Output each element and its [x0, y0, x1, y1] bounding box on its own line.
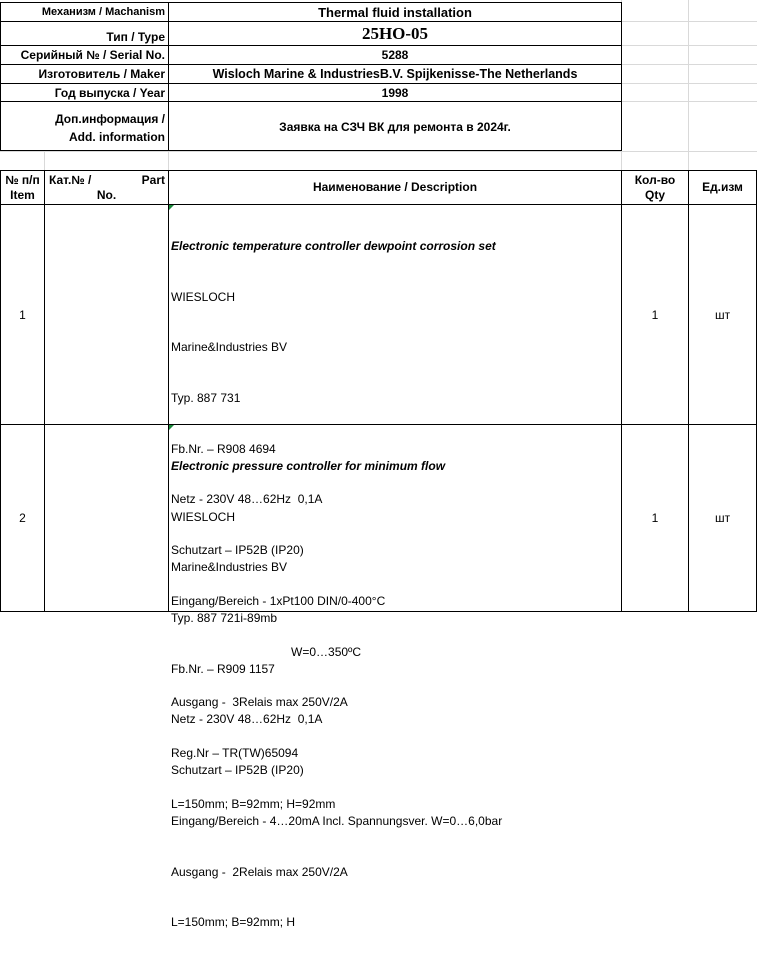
- row-qty: 1: [651, 511, 659, 525]
- description-line: WIESLOCH: [171, 289, 236, 304]
- column-header-qty: [622, 171, 688, 204]
- column-header-part-line1-left: Кат.№ /: [49, 172, 92, 187]
- column-header-part-no: [45, 171, 168, 204]
- description-line: Ausgang - 3Relais max 250V/2A: [171, 695, 348, 710]
- description-line: Ausgang - 2Relais max 250V/2A: [171, 864, 348, 879]
- serial-value: 5288: [381, 48, 409, 62]
- sheet-gridline: [621, 151, 622, 170]
- row-description: [169, 424, 621, 965]
- serial-label: Серийный № / Serial No.: [20, 48, 165, 62]
- column-header-unit: Ед.изм: [702, 180, 743, 194]
- column-header-item: [1, 171, 44, 204]
- description-line: Marine&Industries BV: [171, 340, 288, 355]
- description-line: Netz - 230V 48…62Hz 0,1A: [171, 712, 323, 727]
- column-header-qty-line2: Qty: [644, 187, 665, 202]
- description-line: Reg.Nr – TR(TW)65094: [171, 746, 299, 760]
- maker-label: Изготовитель / Maker: [38, 67, 165, 81]
- type-label: Тип / Type: [106, 29, 165, 44]
- column-header-item-line2: Item: [10, 187, 35, 202]
- sheet-gridline: [0, 151, 757, 152]
- description-line: W=0…350ºC: [171, 644, 362, 659]
- sheet-gridline: [44, 151, 45, 170]
- addinfo-label-line2: Add. information: [69, 130, 165, 144]
- description-line: Netz - 230V 48…62Hz 0,1A: [171, 492, 323, 507]
- sheet-gridline: [168, 151, 169, 170]
- mechanism-label: Механизм / Machanism: [41, 6, 165, 18]
- column-header-item-line1: № п/п: [5, 172, 40, 187]
- column-header-description: Наименование / Description: [312, 180, 478, 194]
- sheet-gridline: [621, 101, 757, 102]
- row-description-title: Electronic temperature controller dewpoint corrosion set: [171, 238, 496, 253]
- row-item-number: 2: [19, 511, 26, 525]
- description-line: Marine&Industries BV: [171, 560, 288, 575]
- row-unit: шт: [714, 307, 731, 322]
- sheet-gridline: [621, 83, 757, 84]
- description-line: Typ. 887 731: [171, 390, 241, 405]
- description-line: Schutzart – IP52B (IP20): [171, 543, 304, 558]
- type-value: 25НО-05: [361, 23, 429, 43]
- sheet-gridline: [688, 0, 689, 170]
- description-line: Eingang/Bereich - 1xPt100 DIN/0-400°C: [171, 593, 386, 608]
- column-header-part-line1-right: Part: [141, 172, 165, 187]
- sheet-gridline: [621, 45, 757, 46]
- description-line: Fb.Nr. – R908 4694: [171, 441, 276, 456]
- sheet-gridline: [621, 21, 757, 22]
- row-description-title: Electronic pressure controller for minimum flow: [171, 458, 446, 473]
- row-item-number: 1: [19, 307, 26, 322]
- description-line: Typ. 887 721i-89mb: [171, 610, 278, 625]
- description-line: Fb.Nr. – R909 1157: [171, 661, 275, 676]
- addinfo-label: [1, 102, 168, 150]
- row-part-number: [45, 205, 168, 424]
- column-header-qty-line1: Кол-во: [634, 172, 676, 187]
- maker-value: Wisloch Marine & IndustriesB.V. Spijkenisse-The Netherlands: [212, 67, 578, 81]
- column-header-part-line2: No.: [96, 187, 117, 202]
- row-unit: шт: [714, 511, 731, 525]
- description-line: L=150mm; B=92mm; H=92mm: [171, 796, 336, 811]
- sheet-gridline: [621, 64, 757, 65]
- year-label: Год выпуска / Year: [54, 85, 165, 100]
- mechanism-value: Thermal fluid installation: [318, 4, 472, 20]
- description-line: L=150mm; B=92mm; H: [171, 915, 296, 930]
- addinfo-value: Заявка на СЗЧ ВК для ремонта в 2024г.: [279, 120, 511, 134]
- description-line: Eingang/Bereich - 4…20mA Incl. Spannungsver. W=0…6,0bar: [171, 813, 503, 828]
- row-qty: 1: [651, 307, 659, 322]
- description-line: WIESLOCH: [171, 509, 236, 524]
- addinfo-label-line1: Доп.информация /: [55, 112, 165, 126]
- description-line: Schutzart – IP52B (IP20): [171, 763, 304, 778]
- year-value: 1998: [381, 85, 409, 100]
- row-part-number: [45, 425, 168, 611]
